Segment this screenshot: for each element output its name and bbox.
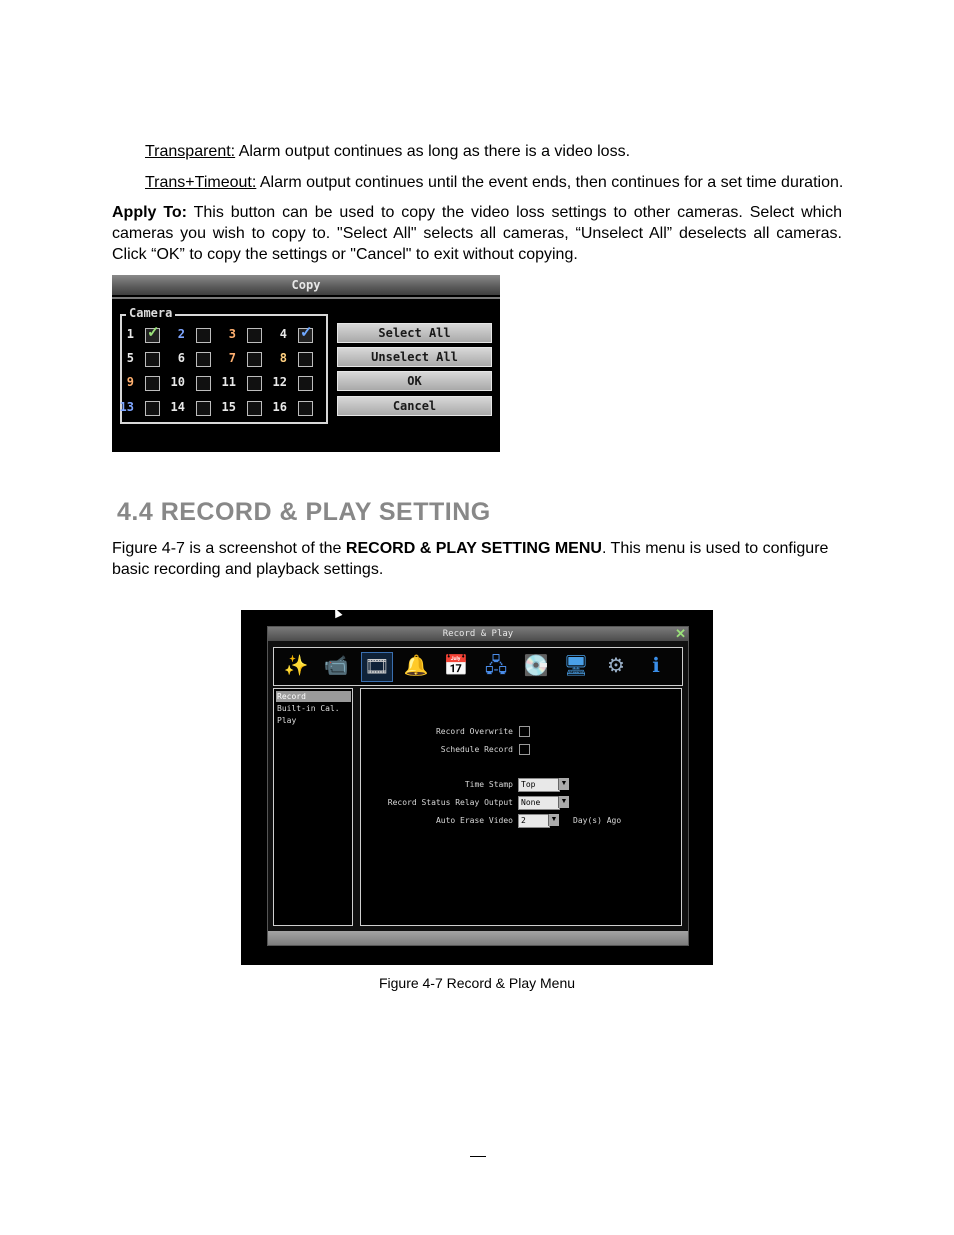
camera-group-label: Camera xyxy=(126,306,175,320)
chevron-down-icon: ▼ xyxy=(558,778,569,790)
camera-12-checkbox[interactable] xyxy=(298,376,313,391)
camera-number: 5 xyxy=(126,351,134,365)
camera-7-checkbox[interactable] xyxy=(247,352,262,367)
copy-dialog-title: Copy xyxy=(112,275,500,295)
film-reel-icon[interactable]: 🎞 xyxy=(361,652,393,682)
camera-13-checkbox[interactable] xyxy=(145,401,160,416)
schedule-record-label: Schedule Record xyxy=(440,745,513,754)
relay-output-label: Record Status Relay Output xyxy=(387,798,513,807)
timeout-text: Alarm output continues until the event ends, then continues for a set time duration. xyxy=(256,174,844,191)
apply-text: This button can be used to copy the video loss settings to other cameras. Select which cameras you wish to copy to. "Select All" selects all cameras, “Unselect All” deselects all cameras. Click “OK” to copy the settings or "Cancel" to exit without copying. xyxy=(112,204,843,263)
camera-number: 9 xyxy=(126,375,134,389)
status-bar xyxy=(268,931,688,945)
record-play-window xyxy=(267,626,689,946)
close-icon[interactable]: ✕ xyxy=(675,626,686,641)
apply-term: Apply To: xyxy=(112,204,188,221)
window-title: Record & Play xyxy=(268,627,688,641)
camera-number: 11 xyxy=(221,375,236,389)
camera-10-checkbox[interactable] xyxy=(196,376,211,391)
camera-1-checkbox[interactable] xyxy=(145,324,160,343)
intro-post: . This menu is used to configure basic recording and playback settings. xyxy=(112,540,829,578)
camera-number: 7 xyxy=(228,351,236,365)
gear-icon[interactable]: ⚙ xyxy=(607,655,625,677)
schedule-record-checkbox[interactable] xyxy=(519,744,530,755)
camera-number: 14 xyxy=(170,400,185,414)
camera-9-checkbox[interactable] xyxy=(145,376,160,391)
auto-erase-label: Auto Erase Video xyxy=(435,816,513,825)
transparent-term: Transparent: xyxy=(145,143,236,160)
camera-number: 16 xyxy=(272,400,287,414)
submenu-item-record[interactable]: Record xyxy=(276,691,351,702)
camera-number: 10 xyxy=(170,375,185,389)
chevron-down-icon: ▼ xyxy=(548,814,559,826)
camera-number: 8 xyxy=(279,351,287,365)
camera-number: 6 xyxy=(177,351,185,365)
camera-number: 12 xyxy=(272,375,287,389)
auto-erase-value: 2 xyxy=(518,814,550,828)
checkmark-icon: ✓ xyxy=(300,324,313,341)
info-icon[interactable]: ℹ xyxy=(652,655,660,677)
auto-erase-unit: Day(s) Ago xyxy=(573,816,622,825)
camera-11-checkbox[interactable] xyxy=(247,376,262,391)
section-intro xyxy=(112,538,847,580)
bell-icon[interactable]: 🔔 xyxy=(403,655,429,677)
ok-button[interactable]: OK xyxy=(337,371,492,391)
camera-14-checkbox[interactable] xyxy=(196,401,211,416)
camera-5-checkbox[interactable] xyxy=(145,352,160,367)
apply-paragraph xyxy=(112,202,842,265)
relay-output-value: None xyxy=(518,796,560,810)
camera-icon[interactable]: 📹 xyxy=(323,655,349,677)
submenu-panel xyxy=(273,688,353,926)
figure-caption: Figure 4-7 Record & Play Menu xyxy=(378,975,576,991)
time-stamp-value: Top xyxy=(518,778,560,792)
cancel-button[interactable]: Cancel xyxy=(337,396,492,416)
section-heading: 4.4 RECORD & PLAY SETTING xyxy=(117,498,491,526)
camera-15-checkbox[interactable] xyxy=(247,401,262,416)
wizard-icon[interactable]: ✨ xyxy=(283,655,309,677)
mouse-cursor-icon xyxy=(331,607,342,619)
copy-dialog xyxy=(112,275,500,452)
transparent-text: Alarm output continues as long as there is a video loss. xyxy=(235,143,631,160)
record-play-menu-screenshot xyxy=(241,610,713,965)
network-icon[interactable]: 🖧 xyxy=(484,655,508,677)
camera-16-checkbox[interactable] xyxy=(298,401,313,416)
camera-number: 13 xyxy=(119,400,134,414)
title-divider xyxy=(112,297,500,299)
camera-3-checkbox[interactable] xyxy=(247,328,262,343)
submenu-item-built-in-cal[interactable]: Built-in Cal. xyxy=(277,704,340,713)
chevron-down-icon: ▼ xyxy=(558,796,569,808)
camera-number: 15 xyxy=(221,400,236,414)
select-all-button[interactable]: Select All xyxy=(337,323,492,343)
monitor-icon[interactable]: 🖥 xyxy=(563,655,589,677)
camera-8-checkbox[interactable] xyxy=(298,352,313,367)
timeout-paragraph xyxy=(145,172,843,193)
time-stamp-label: Time Stamp xyxy=(464,780,513,789)
intro-bold: RECORD & PLAY SETTING MENU xyxy=(345,540,602,557)
submenu-item-play[interactable]: Play xyxy=(277,716,297,725)
menu-toolbar xyxy=(273,647,683,686)
footer-rule xyxy=(470,1156,486,1157)
record-overwrite-checkbox[interactable] xyxy=(519,726,530,737)
camera-number: 1 xyxy=(126,327,134,341)
camera-number: 2 xyxy=(177,327,185,341)
intro-pre: Figure 4-7 is a screenshot of the xyxy=(112,540,346,557)
checkmark-icon: ✓ xyxy=(147,324,160,341)
schedule-icon[interactable]: 📅 xyxy=(443,655,469,677)
timeout-term: Trans+Timeout: xyxy=(145,174,257,191)
camera-2-checkbox[interactable] xyxy=(196,328,211,343)
transparent-paragraph xyxy=(145,141,630,162)
settings-panel xyxy=(360,688,682,926)
camera-4-checkbox[interactable] xyxy=(298,324,313,343)
camera-6-checkbox[interactable] xyxy=(196,352,211,367)
unselect-all-button[interactable]: Unselect All xyxy=(337,347,492,367)
disk-icon[interactable]: 💽 xyxy=(523,655,549,677)
camera-number: 4 xyxy=(279,327,287,341)
record-overwrite-label: Record Overwrite xyxy=(435,727,513,736)
camera-number: 3 xyxy=(228,327,236,341)
